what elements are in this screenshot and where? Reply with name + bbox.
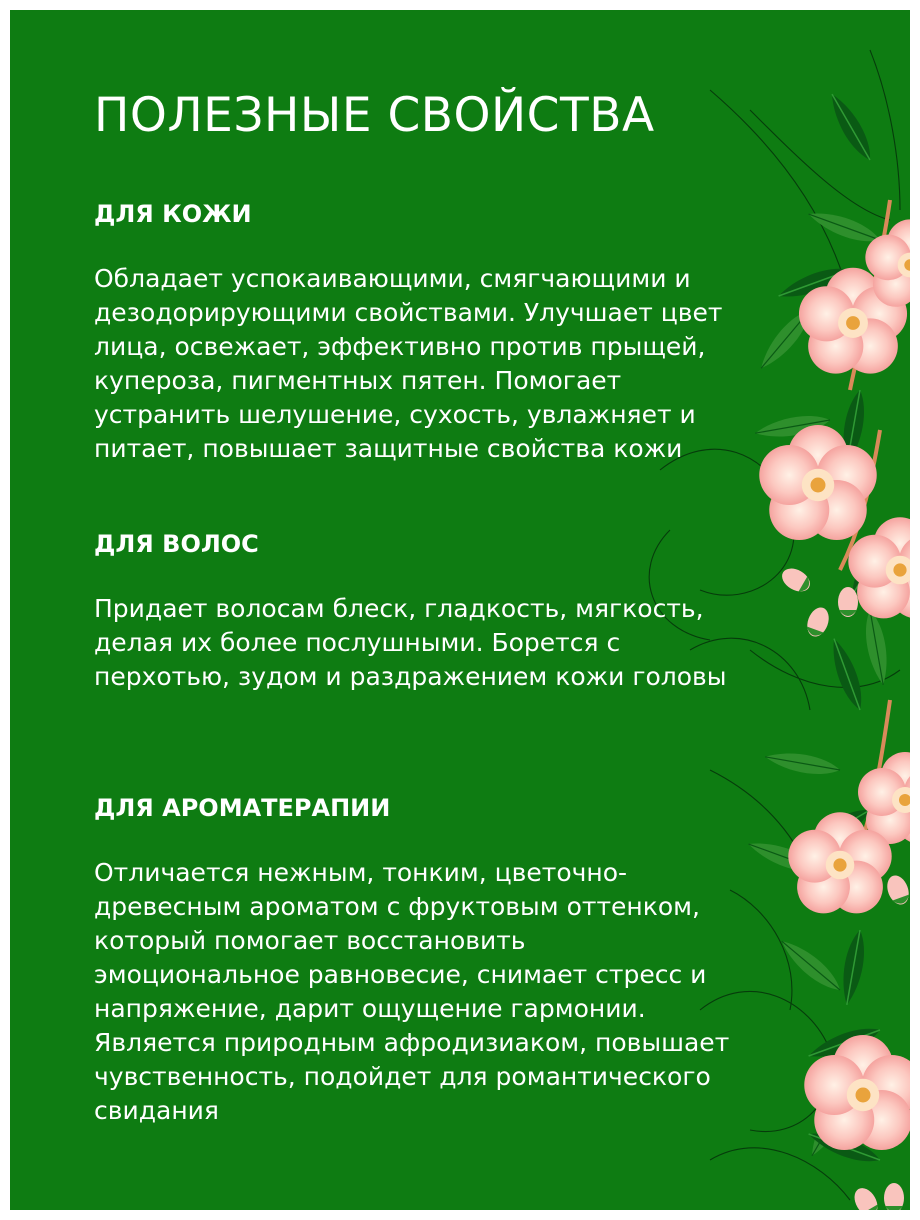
- info-card: [10, 10, 910, 1210]
- section-body-skin: Обладает успокаивающими, смягчающими и дезодорирующими свойствами. Улучшает цвет лица, освежает, эффективно против прыщей, купероза, пигментных пятен. Помогает устранить шелушение, сухость, увлажняет и питает, повышает защитные свойства кожи: [94, 264, 723, 463]
- section-heading-aromatherapy: ДЛЯ АРОМАТЕРАПИИ: [94, 794, 391, 822]
- section-heading-skin: ДЛЯ КОЖИ: [94, 200, 252, 228]
- section-body-aromatherapy: Отличается нежным, тонким, цветочно-древесным ароматом с фруктовым оттенком, который помогает восстановить эмоциональное равновесие, снимает стресс и напряжение, дарит ощущение гармонии. Является природным афродизиаком, повышает чувственность, подойдет для романтического свидания: [94, 858, 730, 1125]
- section-body-hair: Придает волосам блеск, гладкость, мягкость, делая их более послушными. Борется с перхотью, зудом и раздражением кожи головы: [94, 594, 727, 691]
- page-title: ПОЛЕЗНЫЕ СВОЙСТВА: [94, 88, 655, 143]
- section-heading-hair: ДЛЯ ВОЛОС: [94, 530, 259, 558]
